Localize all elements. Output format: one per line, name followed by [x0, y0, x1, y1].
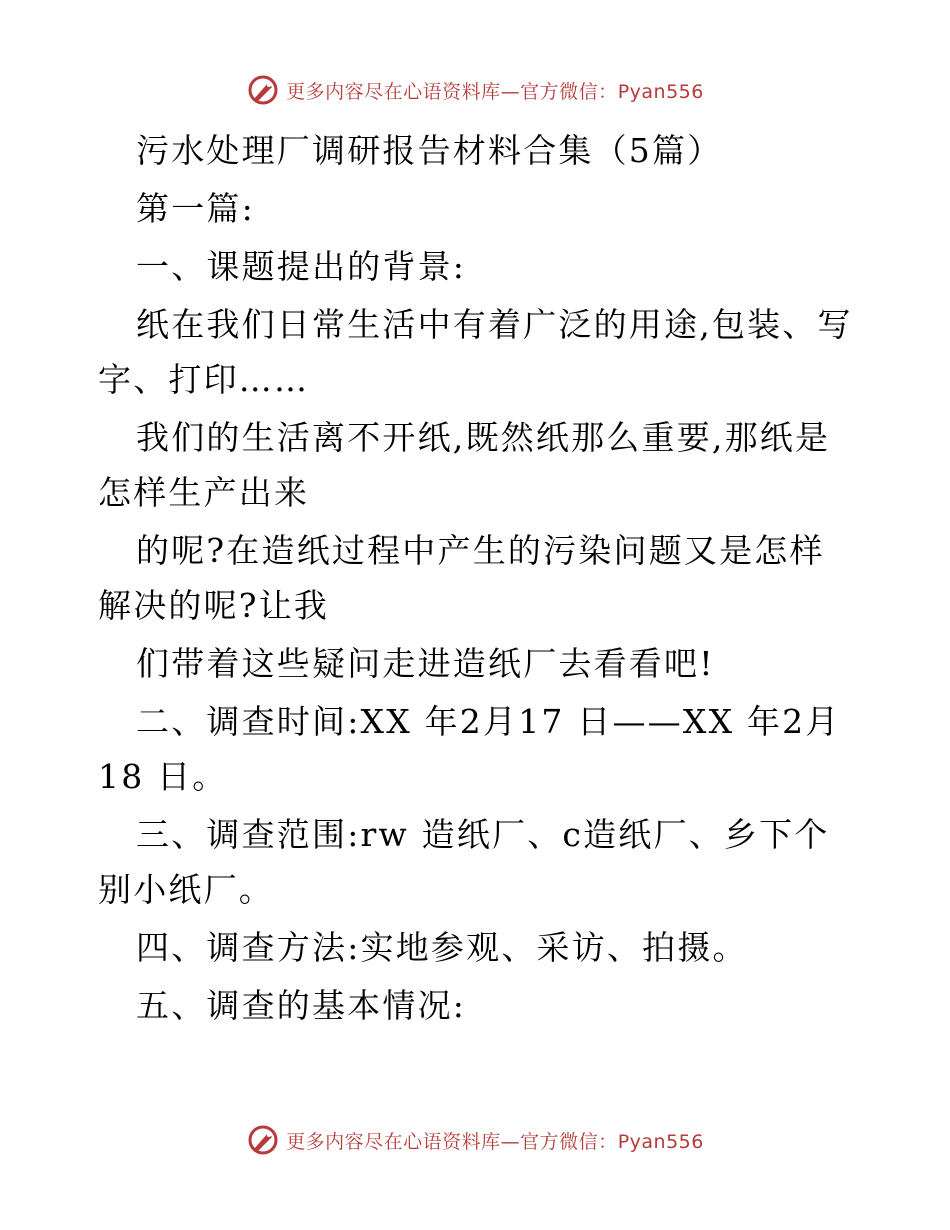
section-heading: 第一篇:	[136, 189, 255, 228]
footer-banner	[0, 1120, 950, 1160]
banner-wechat-id: Pyan556	[617, 80, 704, 103]
pen-nib-logo-icon	[246, 73, 280, 107]
body-paragraph: 二、调查时间:XX 年2月17 日——XX 年2月18 日。	[98, 702, 841, 796]
body-paragraph: 四、调查方法:实地参观、采访、拍摄。	[136, 928, 748, 967]
document-title: 污水处理厂调研报告材料合集（5篇）	[136, 131, 723, 170]
banner-site-name: 更多内容尽在心语资料库	[286, 1130, 501, 1153]
section-heading: 一、课题提出的背景:	[136, 247, 467, 286]
banner-separator: —	[500, 80, 521, 103]
body-paragraph: 三、调查范围:rw 造纸厂、c造纸厂、乡下个别小纸厂。	[98, 815, 830, 909]
body-paragraph: 们带着这些疑问走进造纸厂去看看吧!	[136, 644, 715, 683]
body-paragraph: 五、调查的基本情况:	[136, 986, 467, 1025]
header-banner	[0, 70, 950, 110]
pen-nib-logo-icon	[246, 1123, 280, 1157]
body-paragraph: 我们的生活离不开纸,既然纸那么重要,那纸是怎样生产出来	[98, 418, 831, 512]
banner-official-label: 官方微信：	[520, 1130, 618, 1153]
banner-separator: —	[500, 1130, 521, 1153]
banner-text	[286, 77, 704, 104]
banner-site-name: 更多内容尽在心语资料库	[286, 80, 501, 103]
document-body	[98, 123, 858, 1036]
body-paragraph: 的呢?在造纸过程中产生的污染问题又是怎样解决的呢?让我	[98, 531, 825, 625]
body-paragraph: 纸在我们日常生活中有着广泛的用途,包装、写字、打印……	[98, 305, 853, 399]
banner-text	[286, 1127, 704, 1154]
banner-wechat-id: Pyan556	[617, 1130, 704, 1153]
banner-official-label: 官方微信：	[520, 80, 618, 103]
